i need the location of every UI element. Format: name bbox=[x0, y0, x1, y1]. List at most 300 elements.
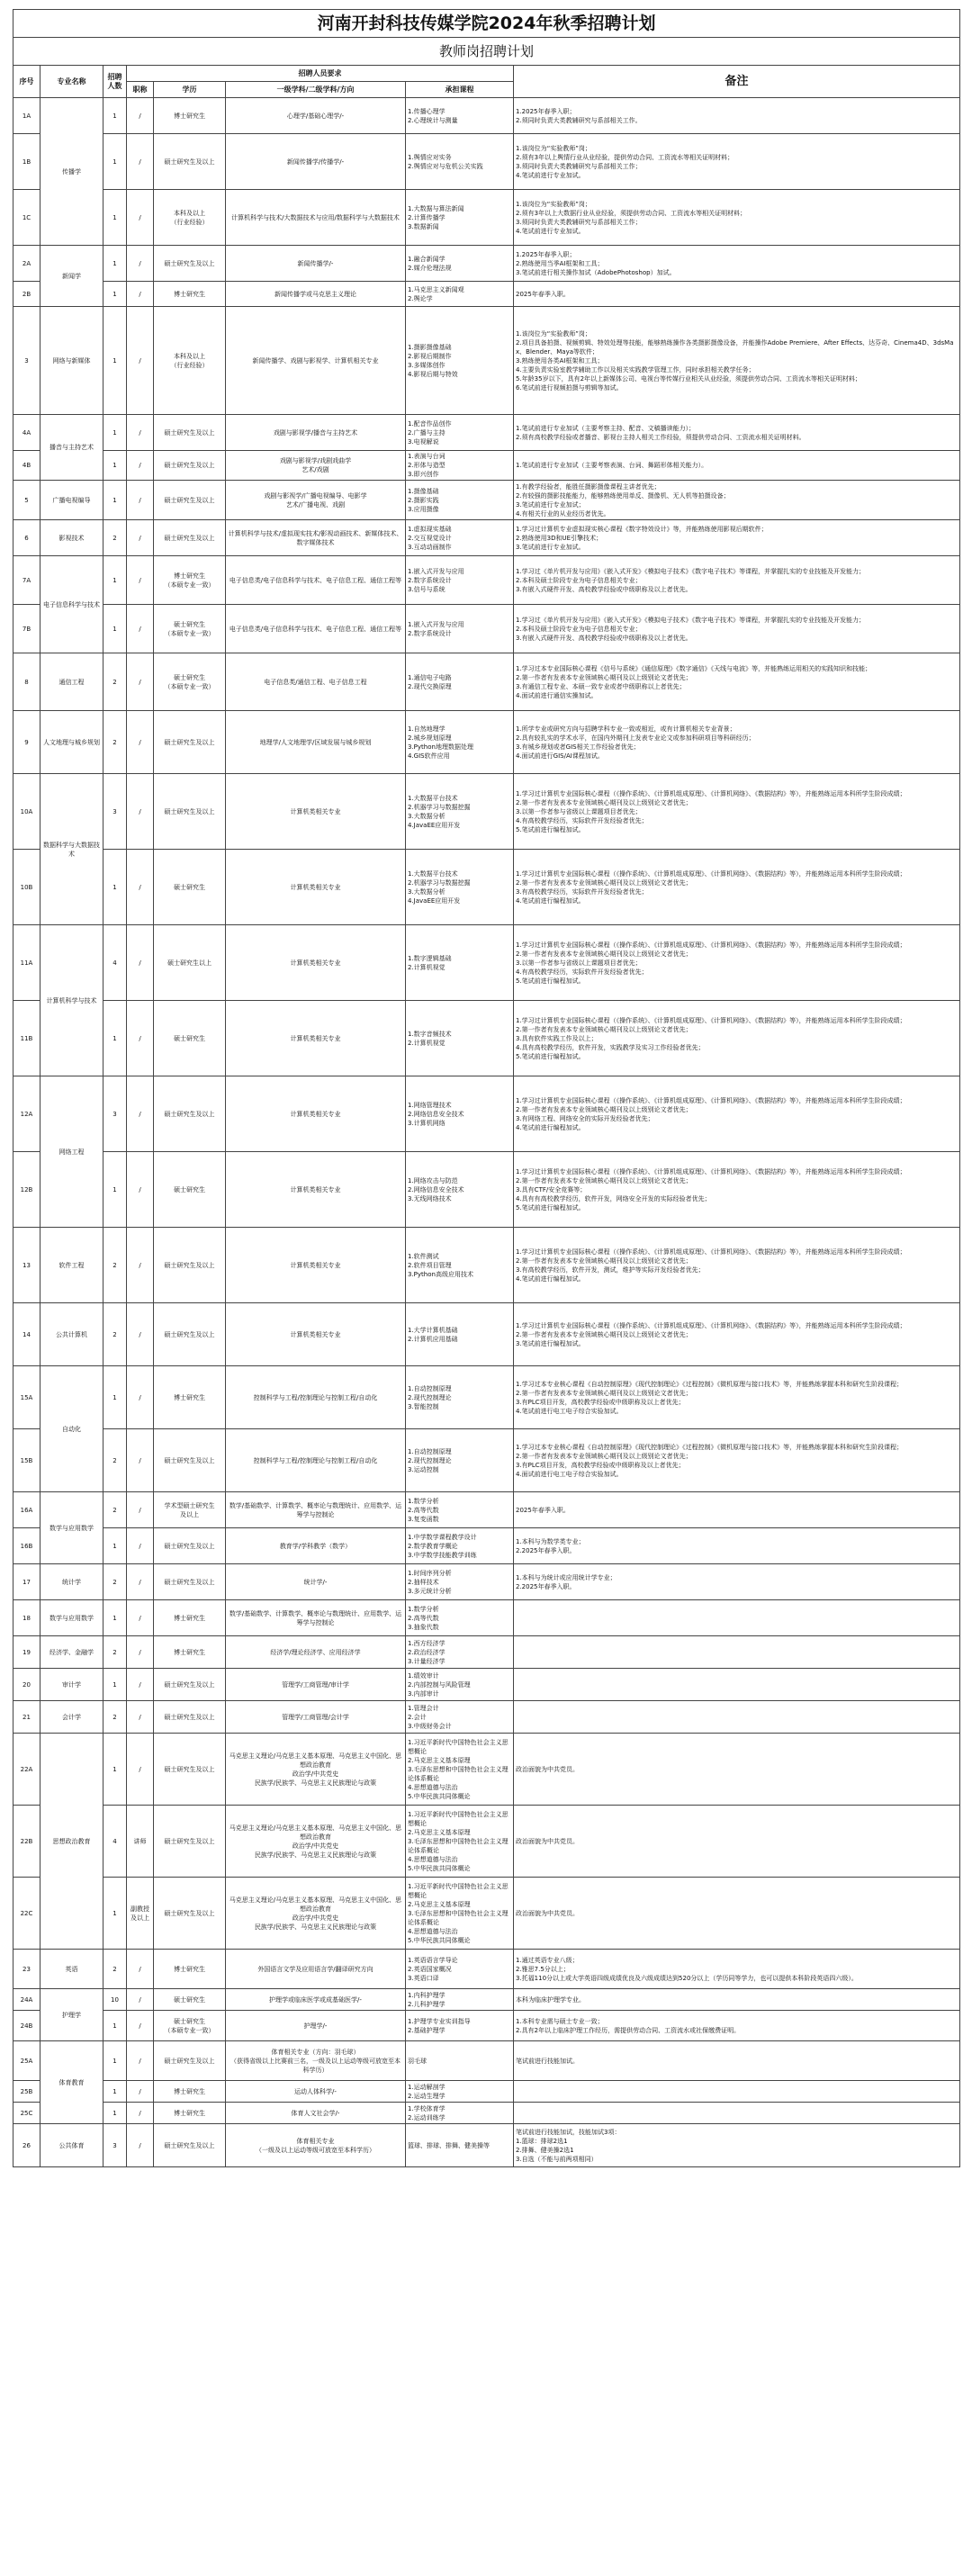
row-major: 公共计算机 bbox=[40, 1303, 104, 1366]
row-no: 4B bbox=[14, 451, 40, 481]
row-courses: 篮球、排球、排舞、健美操等 bbox=[406, 2124, 514, 2167]
row-title-rank: / bbox=[127, 481, 154, 520]
row-title-rank: / bbox=[127, 2081, 154, 2103]
row-courses: 1.马克思主义新闻观 2.舆论学 bbox=[406, 282, 514, 307]
row-education: 硕士研究生 bbox=[154, 850, 226, 925]
row-count: 1 bbox=[104, 282, 127, 307]
table-row bbox=[14, 134, 960, 190]
row-title-rank: / bbox=[127, 1303, 154, 1366]
row-remarks: 1.学习过计算机专业国际核心课程（《操作系统》、《计算机组成原理》、《计算机网络》、《数据结构》等），并能熟练运用本科所学生阶段成绩； 2.第一作者有发表本专业领域核心期刊及以上级别论文者优先； 3.笔试前进行编程加试。 bbox=[514, 1303, 960, 1366]
row-remarks: 政治面貌为中共党员。 bbox=[514, 1878, 960, 1950]
row-courses: 1.数学分析 2.高等代数 3.复变函数 bbox=[406, 1492, 514, 1528]
row-discipline: 地理学/人文地理学/区域发展与城乡规划 bbox=[226, 711, 406, 774]
row-remarks: 1.学习过本专业核心课程《自动控制原理》《现代控制理论》《过程控制》《微机原理与接口技术》等，并能熟练掌握本科和研究生阶段课程； 2.第一作者有发表本专业领域核心期刊及以上级别论文者优先； 3.有PLC项目开发，高校教学经验或中级职称及以上者优先； 4.面试前进行电工电子综合实验加试。 bbox=[514, 1429, 960, 1492]
row-remarks: 笔试前进行技能加试。 bbox=[514, 2041, 960, 2081]
row-no: 2B bbox=[14, 282, 40, 307]
row-courses: 1.护理学专业实训指导 2.基础护理学 bbox=[406, 2011, 514, 2041]
row-discipline: 体育人文社会学/- bbox=[226, 2103, 406, 2124]
row-remarks: 1.笔试前进行专业加试（主要考察主持、配音、文稿播读能力）； 2.须有高校教学经验或者播音、影视台主持人相关工作经验，须提供劳动合同、工资流水相关证明材料。 bbox=[514, 415, 960, 451]
row-title-rank: / bbox=[127, 1636, 154, 1669]
row-education: 硕士研究生及以上 bbox=[154, 134, 226, 190]
row-count: 3 bbox=[104, 2124, 127, 2167]
row-title-rank: / bbox=[127, 134, 154, 190]
row-remarks: 本科为临床护理学专业。 bbox=[514, 1989, 960, 2011]
row-courses: 1.数学分析 2.高等代数 3.抽象代数 bbox=[406, 1600, 514, 1636]
row-count: 1 bbox=[104, 451, 127, 481]
row-discipline: 体育相关专业 （一级及以上运动等级可放宽至本科学历） bbox=[226, 2124, 406, 2167]
table-row bbox=[14, 2041, 960, 2081]
row-discipline: 体育相关专业（方向：羽毛球） （获得省级以上比赛前三名，一级及以上运动等级可放宽至本科学历） bbox=[226, 2041, 406, 2081]
row-no: 12A bbox=[14, 1076, 40, 1152]
row-education: 博士研究生 bbox=[154, 282, 226, 307]
row-discipline: 戏剧与影视学/戏剧戏曲学 艺术/戏剧 bbox=[226, 451, 406, 481]
row-count: 10 bbox=[104, 1989, 127, 2011]
row-education: 学术型硕士研究生 及以上 bbox=[154, 1492, 226, 1528]
table-body bbox=[14, 98, 960, 2167]
row-no: 15B bbox=[14, 1429, 40, 1492]
row-no: 13 bbox=[14, 1228, 40, 1303]
table-row bbox=[14, 925, 960, 1001]
table-row bbox=[14, 850, 960, 925]
row-education: 本科及以上 （行业经验） bbox=[154, 307, 226, 415]
row-count: 1 bbox=[104, 134, 127, 190]
header-no: 序号 bbox=[14, 66, 40, 98]
table-row bbox=[14, 1878, 960, 1950]
row-major: 思想政治教育 bbox=[40, 1734, 104, 1950]
row-discipline: 教育学/学科教学（数学） bbox=[226, 1528, 406, 1564]
row-discipline: 外国语言文学及应用语言学/翻译研究方向 bbox=[226, 1950, 406, 1989]
row-title-rank: / bbox=[127, 307, 154, 415]
row-major: 统计学 bbox=[40, 1564, 104, 1600]
row-no: 14 bbox=[14, 1303, 40, 1366]
row-count: 2 bbox=[104, 1228, 127, 1303]
row-count: 1 bbox=[104, 850, 127, 925]
table-row bbox=[14, 2011, 960, 2041]
row-no: 1A bbox=[14, 98, 40, 134]
row-remarks: 1.本科与为统计或应用统计学专业； 2.2025年春季入职。 bbox=[514, 1564, 960, 1600]
table-row bbox=[14, 520, 960, 556]
row-title-rank: 副教授 及以上 bbox=[127, 1878, 154, 1950]
row-no: 16A bbox=[14, 1492, 40, 1528]
table-row bbox=[14, 556, 960, 605]
row-major: 传播学 bbox=[40, 98, 104, 246]
row-remarks: 1.学习过计算机专业虚拟现实核心课程《数字特效设计》等，并能熟练使用影视后期软件； 2.熟练使用3D和UE引擎技术； 3.笔试前进行专业加试。 bbox=[514, 520, 960, 556]
row-no: 18 bbox=[14, 1600, 40, 1636]
row-courses: 1.自动控制原理 2.现代控制理论 3.智能控制 bbox=[406, 1366, 514, 1429]
row-education: 硕士研究生及以上 bbox=[154, 1429, 226, 1492]
row-courses: 1.摄像基础 2.摄影实践 3.应用摄像 bbox=[406, 481, 514, 520]
row-discipline: 马克思主义理论/马克思主义基本原理、马克思主义中国化、思想政治教育 政治学/中共党史 民族学/民族学、马克思主义民族理论与政策 bbox=[226, 1734, 406, 1806]
row-title-rank: / bbox=[127, 1001, 154, 1076]
table-row bbox=[14, 1636, 960, 1669]
table-row bbox=[14, 2103, 960, 2124]
row-count: 1 bbox=[104, 1001, 127, 1076]
recruitment-table bbox=[13, 9, 960, 2167]
table-row bbox=[14, 1734, 960, 1806]
row-major: 自动化 bbox=[40, 1366, 104, 1492]
table-row bbox=[14, 2081, 960, 2103]
row-discipline: 控制科学与工程/控制理论与控制工程/自动化 bbox=[226, 1366, 406, 1429]
row-major: 英语 bbox=[40, 1950, 104, 1989]
table-row bbox=[14, 1366, 960, 1429]
row-count: 2 bbox=[104, 520, 127, 556]
table-row bbox=[14, 1228, 960, 1303]
row-no: 15A bbox=[14, 1366, 40, 1429]
row-courses: 1.大数据与算法新闻 2.计算传播学 3.数据新闻 bbox=[406, 190, 514, 246]
row-discipline: 计算机类相关专业 bbox=[226, 850, 406, 925]
table-row bbox=[14, 190, 960, 246]
row-education: 硕士研究生及以上 bbox=[154, 1669, 226, 1701]
row-discipline: 电子信息类/电子信息科学与技术、电子信息工程、通信工程等 bbox=[226, 556, 406, 605]
row-count: 1 bbox=[104, 98, 127, 134]
row-no: 24B bbox=[14, 2011, 40, 2041]
row-courses: 1.管理会计 2.会计 3.中级财务会计 bbox=[406, 1701, 514, 1734]
row-title-rank: / bbox=[127, 850, 154, 925]
table-row bbox=[14, 1076, 960, 1152]
row-count: 1 bbox=[104, 307, 127, 415]
row-no: 9 bbox=[14, 711, 40, 774]
row-discipline: 新闻传播学/传播学/- bbox=[226, 134, 406, 190]
row-discipline: 护理学/- bbox=[226, 2011, 406, 2041]
row-education: 硕士研究生及以上 bbox=[154, 774, 226, 850]
row-remarks bbox=[514, 1669, 960, 1701]
table-row bbox=[14, 98, 960, 134]
row-title-rank: / bbox=[127, 925, 154, 1001]
row-remarks: 1.2025年春季入职； 2.须同时负责大类教辅研究与系部相关工作。 bbox=[514, 98, 960, 134]
row-discipline: 计算机科学与技术/虚拟现实技术/影视动画技术、新媒体技术、数字媒体技术 bbox=[226, 520, 406, 556]
row-title-rank: / bbox=[127, 1366, 154, 1429]
row-courses: 1.网络攻击与防范 2.网络信息安全技术 3.无线网络技术 bbox=[406, 1152, 514, 1228]
row-courses: 1.绩效审计 2.内部控制与风险管理 3.内部审计 bbox=[406, 1669, 514, 1701]
row-major: 数据科学与大数据技术 bbox=[40, 774, 104, 925]
row-major: 计算机科学与技术 bbox=[40, 925, 104, 1076]
row-courses: 1.嵌入式开发与应用 2.数字系统设计 3.信号与系统 bbox=[406, 556, 514, 605]
row-remarks: 1.有教学经验者，能胜任摄影摄像课程主讲者优先； 2.有较强的摄影技能能力，能够熟练使用单反、摄像机、无人机等拍摄设备； 3.笔试前进行专业加试； 4.有相关行业的从业经历者优先。 bbox=[514, 481, 960, 520]
row-title-rank: / bbox=[127, 520, 154, 556]
row-title-rank: / bbox=[127, 1600, 154, 1636]
row-education: 硕士研究生及以上 bbox=[154, 1564, 226, 1600]
row-count: 1 bbox=[104, 1366, 127, 1429]
table-row bbox=[14, 1600, 960, 1636]
row-title-rank: / bbox=[127, 1701, 154, 1734]
row-remarks bbox=[514, 2103, 960, 2124]
header-education: 学历 bbox=[154, 82, 226, 98]
row-no: 3 bbox=[14, 307, 40, 415]
table-row bbox=[14, 451, 960, 481]
row-major: 广播电视编导 bbox=[40, 481, 104, 520]
table-row bbox=[14, 2124, 960, 2167]
row-remarks: 1.学习过计算机专业国际核心课程（《操作系统》、《计算机组成原理》、《计算机网络》、《数据结构》等），并能熟练运用本科所学生阶段成绩； 2.第一作者有发表本专业领域核心期刊及以上级别论文者优先； 3.有网络工程、网络安全的实际开发经验者优先； 4.笔试前进行编程加试。 bbox=[514, 1076, 960, 1152]
row-courses: 羽毛球 bbox=[406, 2041, 514, 2081]
row-count: 1 bbox=[104, 556, 127, 605]
row-count: 3 bbox=[104, 1076, 127, 1152]
row-education: 硕士研究生 bbox=[154, 1152, 226, 1228]
header-title-rank: 职称 bbox=[127, 82, 154, 98]
row-no: 16B bbox=[14, 1528, 40, 1564]
row-education: 硕士研究生及以上 bbox=[154, 415, 226, 451]
table-row bbox=[14, 605, 960, 653]
row-major: 护理学 bbox=[40, 1989, 104, 2041]
row-remarks: 政治面貌为中共党员。 bbox=[514, 1806, 960, 1878]
row-no: 22B bbox=[14, 1806, 40, 1878]
row-courses: 1.运动解剖学 2.运动生理学 bbox=[406, 2081, 514, 2103]
row-title-rank: / bbox=[127, 774, 154, 850]
row-remarks: 1.通过英语专业八级； 2.雅思7.5分以上； 3.托福110分以上或大学英语四级成绩优良及六级成绩达到520分以上（学历同等学力，也可以提供本科阶段英语四六级）。 bbox=[514, 1950, 960, 1989]
row-courses: 1.舆情应对实务 2.舆情应对与危机公关实践 bbox=[406, 134, 514, 190]
row-courses: 1.摄影摄像基础 2.影视后期制作 3.多媒体创作 4.影视后期与特效 bbox=[406, 307, 514, 415]
row-education: 博士研究生 bbox=[154, 1636, 226, 1669]
row-title-rank: / bbox=[127, 415, 154, 451]
table-row bbox=[14, 282, 960, 307]
row-courses: 1.学校体育学 2.运动训练学 bbox=[406, 2103, 514, 2124]
table-row bbox=[14, 774, 960, 850]
row-no: 10A bbox=[14, 774, 40, 850]
row-education: 硕士研究生及以上 bbox=[154, 1076, 226, 1152]
row-courses: 1.自然地理学 2.城乡规划原理 3.Python地理数据处理 4.GIS软件应用 bbox=[406, 711, 514, 774]
row-education: 硕士研究生及以上 bbox=[154, 2124, 226, 2167]
row-no: 4A bbox=[14, 415, 40, 451]
row-no: 24A bbox=[14, 1989, 40, 2011]
row-major: 电子信息科学与技术 bbox=[40, 556, 104, 653]
row-no: 19 bbox=[14, 1636, 40, 1669]
row-education: 硕士研究生及以上 bbox=[154, 711, 226, 774]
row-discipline: 马克思主义理论/马克思主义基本原理、马克思主义中国化、思想政治教育 政治学/中共党史 民族学/民族学、马克思主义民族理论与政策 bbox=[226, 1878, 406, 1950]
table-row bbox=[14, 1152, 960, 1228]
row-education: 博士研究生 bbox=[154, 1366, 226, 1429]
row-no: 22A bbox=[14, 1734, 40, 1806]
row-count: 1 bbox=[104, 2011, 127, 2041]
row-discipline: 马克思主义理论/马克思主义基本原理、马克思主义中国化、思想政治教育 政治学/中共党史 民族学/民族学、马克思主义民族理论与政策 bbox=[226, 1806, 406, 1878]
row-remarks: 1.学习过计算机专业国际核心课程（《操作系统》、《计算机组成原理》、《计算机网络》、《数据结构》等），并能熟练运用本科所学生阶段成绩； 2.第一作者有发表本专业领域核心期刊及以上级别论文者优先； 3.有高校教学经历，实际软件开发经验者优先； 4.笔试前进行编程加试。 bbox=[514, 850, 960, 925]
row-discipline: 计算机类相关专业 bbox=[226, 1001, 406, 1076]
row-courses: 1.西方经济学 2.政治经济学 3.计量经济学 bbox=[406, 1636, 514, 1669]
row-count: 3 bbox=[104, 774, 127, 850]
row-no: 23 bbox=[14, 1950, 40, 1989]
row-remarks: 1.学习过《单片机开发与应用》《嵌入式开发》《模拟电子技术》《数字电子技术》等课程，并掌握扎实的专业技能及开发能力； 2.本科及硕士阶段专业为电子信息相关专业； 3.有嵌入式硬件开发、高校教学经验或中级职称及以上者优先。 bbox=[514, 605, 960, 653]
table-row bbox=[14, 1669, 960, 1701]
row-education: 硕士研究生 bbox=[154, 1001, 226, 1076]
row-education: 硕士研究生及以上 bbox=[154, 1701, 226, 1734]
row-courses: 1.软件测试 2.软件项目管理 3.Python高级应用技术 bbox=[406, 1228, 514, 1303]
row-count: 4 bbox=[104, 1806, 127, 1878]
table-row bbox=[14, 481, 960, 520]
row-major: 体育教育 bbox=[40, 2041, 104, 2124]
row-discipline: 新闻传播学/- bbox=[226, 246, 406, 282]
row-no: 6 bbox=[14, 520, 40, 556]
header-remarks: 备注 bbox=[514, 66, 960, 98]
header-count: 招聘人数 bbox=[104, 66, 127, 98]
table-row bbox=[14, 1989, 960, 2011]
row-discipline: 新闻传播学、戏剧与影视学、计算机相关专业 bbox=[226, 307, 406, 415]
row-discipline: 护理学或临床医学或成基础医学/- bbox=[226, 1989, 406, 2011]
row-courses: 1.时间序列分析 2.抽样技术 3.多元统计分析 bbox=[406, 1564, 514, 1600]
row-major: 软件工程 bbox=[40, 1228, 104, 1303]
row-title-rank: / bbox=[127, 1228, 154, 1303]
row-discipline: 控制科学与工程/控制理论与控制工程/自动化 bbox=[226, 1429, 406, 1492]
row-title-rank: / bbox=[127, 1669, 154, 1701]
row-education: 硕士研究生及以上 bbox=[154, 451, 226, 481]
row-count: 4 bbox=[104, 925, 127, 1001]
row-discipline: 数学/基础数学、计算数学、概率论与数理统计、应用数学、运筹学与控制论 bbox=[226, 1600, 406, 1636]
row-courses: 1.大数据平台技术 2.机器学习与数据挖掘 3.大数据分析 4.JavaEE应用开发 bbox=[406, 774, 514, 850]
row-no: 17 bbox=[14, 1564, 40, 1600]
row-no: 1C bbox=[14, 190, 40, 246]
row-remarks bbox=[514, 1701, 960, 1734]
row-count: 1 bbox=[104, 1669, 127, 1701]
row-title-rank: / bbox=[127, 1492, 154, 1528]
row-major: 网络工程 bbox=[40, 1076, 104, 1228]
row-discipline: 运动人体科学/- bbox=[226, 2081, 406, 2103]
row-title-rank: / bbox=[127, 1429, 154, 1492]
row-count: 1 bbox=[104, 1878, 127, 1950]
table-row bbox=[14, 415, 960, 451]
row-discipline: 戏剧与影视学/广播电视编导、电影学 艺术/广播电视、戏剧 bbox=[226, 481, 406, 520]
row-major: 通信工程 bbox=[40, 653, 104, 711]
row-education: 硕士研究生及以上 bbox=[154, 2041, 226, 2081]
row-no: 25B bbox=[14, 2081, 40, 2103]
row-major: 人文地理与城乡规划 bbox=[40, 711, 104, 774]
row-major: 公共体育 bbox=[40, 2124, 104, 2167]
row-remarks: 政治面貌为中共党员。 bbox=[514, 1734, 960, 1806]
row-remarks: 1.学习过计算机专业国际核心课程（《操作系统》、《计算机组成原理》、《计算机网络》、《数据结构》等），并能熟练运用本科所学生阶段成绩； 2.第一作者有发表本专业领域核心期刊及以上级别论文者优先； 3.以第一作者参与省级以上课题项目者优先； 4.有高校教学经历，实际软件开发经验者优先； 5.笔试前进行编程加试。 bbox=[514, 774, 960, 850]
row-remarks: 1.本科专业需与硕士专业一致； 2.具有2年以上临床护理工作经历，需提供劳动合同、工资流水或社保缴费证明。 bbox=[514, 2011, 960, 2041]
row-count: 2 bbox=[104, 1303, 127, 1366]
row-major: 网络与新媒体 bbox=[40, 307, 104, 415]
row-education: 本科及以上 （行业经验） bbox=[154, 190, 226, 246]
row-remarks: 1.该岗位为“实验教师”岗； 2.项目具备拍摄、视频剪辑、特效处理等技能，能够熟练操作各类摄影摄像设备，并能操作Adobe Premiere、After Effects、达芬奇、Cinema4D、3dsMax、Blender、Maya等软件； 3.熟练使用各类AI框架和工具； 4.主要负责实验室教学辅助工作以及相关实践教学管理工作，同时承担相关教学任务； 5.年龄35岁以下，具有2年以上新媒体公司、电视台等传媒行业相关从业经验，须提供劳动合同、工资流水等相关证明材料； 6.笔试前进行视频拍摄与剪辑等加试。 bbox=[514, 307, 960, 415]
row-title-rank: / bbox=[127, 2041, 154, 2081]
row-education: 硕士研究生及以上 bbox=[154, 1528, 226, 1564]
table-row bbox=[14, 1701, 960, 1734]
row-education: 博士研究生 bbox=[154, 98, 226, 134]
row-title-rank: / bbox=[127, 2011, 154, 2041]
row-discipline: 电子信息类/电子信息科学与技术、电子信息工程、通信工程等 bbox=[226, 605, 406, 653]
row-title-rank: / bbox=[127, 451, 154, 481]
row-count: 1 bbox=[104, 605, 127, 653]
row-courses: 1.自动控制原理 2.现代控制理论 3.运动控制 bbox=[406, 1429, 514, 1492]
row-remarks: 2025年春季入职。 bbox=[514, 282, 960, 307]
row-count: 2 bbox=[104, 1564, 127, 1600]
row-education: 硕士研究生及以上 bbox=[154, 481, 226, 520]
row-courses: 1.大数据平台技术 2.机器学习与数据挖掘 3.大数据分析 4.JavaEE应用开发 bbox=[406, 850, 514, 925]
row-remarks bbox=[514, 1600, 960, 1636]
row-education: 硕士研究生及以上 bbox=[154, 1734, 226, 1806]
table-row bbox=[14, 1001, 960, 1076]
row-count: 2 bbox=[104, 1701, 127, 1734]
row-courses: 1.嵌入式开发与应用 2.数字系统设计 bbox=[406, 605, 514, 653]
row-education: 硕士研究生及以上 bbox=[154, 246, 226, 282]
row-discipline: 计算机类相关专业 bbox=[226, 774, 406, 850]
row-title-rank: / bbox=[127, 1076, 154, 1152]
row-education: 硕士研究生及以上 bbox=[154, 1228, 226, 1303]
row-no: 1B bbox=[14, 134, 40, 190]
row-count: 2 bbox=[104, 653, 127, 711]
row-remarks: 1.学习过计算机专业国际核心课程（《操作系统》、《计算机组成原理》、《计算机网络》、《数据结构》等），并能熟练运用本科所学生阶段成绩； 2.第一作者有发表本专业领域核心期刊及以上级别论文者优先； 3.有高校教学经历，软件开发，测试，维护等实际开发经验者优先； 4.笔试前进行编程加试。 bbox=[514, 1228, 960, 1303]
row-education: 博士研究生 bbox=[154, 2103, 226, 2124]
row-remarks: 1.学习过计算机专业国际核心课程（《操作系统》、《计算机组成原理》、《计算机网络》、《数据结构》等），并能熟练运用本科所学生阶段成绩； 2.第一作者有发表本专业领域核心期刊及以上级别论文者优先； 3.以第一作者参与省级以上课题项目者优先； 4.有高校教学经历，实际软件开发经验者优先； 5.笔试前进行编程加试。 bbox=[514, 925, 960, 1001]
row-count: 1 bbox=[104, 1600, 127, 1636]
row-count: 1 bbox=[104, 246, 127, 282]
table-row bbox=[14, 1528, 960, 1564]
row-count: 2 bbox=[104, 1429, 127, 1492]
row-education: 硕士研究生 （本硕专业一致） bbox=[154, 653, 226, 711]
row-title-rank: / bbox=[127, 605, 154, 653]
row-remarks: 1.学习过本专业核心课程《自动控制原理》《现代控制理论》《过程控制》《微机原理与接口技术》等，并能熟练掌握本科和研究生阶段课程； 2.第一作者有发表本专业领域核心期刊及以上级别论文者优先； 3.有PLC项目开发，高校教学经验或中级职称及以上者优先； 4.笔试前进行电工电子综合实验加试。 bbox=[514, 1366, 960, 1429]
row-no: 22C bbox=[14, 1878, 40, 1950]
row-discipline: 计算机类相关专业 bbox=[226, 1076, 406, 1152]
row-remarks: 笔试前进行技能加试，技能加试3项： 1.篮球：排球2选1 2.排舞、健美操2选1 3.自选（不能与前两项相同） bbox=[514, 2124, 960, 2167]
table-row bbox=[14, 246, 960, 282]
row-education: 博士研究生 bbox=[154, 1600, 226, 1636]
row-title-rank: / bbox=[127, 246, 154, 282]
row-courses: 1.数字音频技术 2.计算机视觉 bbox=[406, 1001, 514, 1076]
row-title-rank: / bbox=[127, 711, 154, 774]
row-discipline: 计算机科学与技术/大数据技术与应用/数据科学与大数据技术 bbox=[226, 190, 406, 246]
row-count: 1 bbox=[104, 481, 127, 520]
row-discipline: 电子信息类/通信工程、电子信息工程 bbox=[226, 653, 406, 711]
row-major: 播音与主持艺术 bbox=[40, 415, 104, 481]
row-title-rank: / bbox=[127, 190, 154, 246]
page-title: 河南开封科技传媒学院2024年秋季招聘计划 bbox=[14, 10, 960, 38]
row-courses: 1.习近平新时代中国特色社会主义思想概论 2.马克思主义基本原理 3.毛泽东思想和中国特色社会主义理论体系概论 4.思想道德与法治 5.中华民族共同体概论 bbox=[406, 1878, 514, 1950]
row-no: 5 bbox=[14, 481, 40, 520]
row-discipline: 计算机类相关专业 bbox=[226, 1303, 406, 1366]
row-no: 7B bbox=[14, 605, 40, 653]
row-count: 2 bbox=[104, 1636, 127, 1669]
row-education: 硕士研究生 bbox=[154, 1989, 226, 2011]
row-count: 1 bbox=[104, 1152, 127, 1228]
table-row bbox=[14, 1564, 960, 1600]
row-title-rank: / bbox=[127, 2124, 154, 2167]
row-major: 影视技术 bbox=[40, 520, 104, 556]
row-courses: 1.中学数学课程教学设计 2.数学教育学概论 3.中学数学技能教学训练 bbox=[406, 1528, 514, 1564]
row-count: 2 bbox=[104, 711, 127, 774]
row-title-rank: / bbox=[127, 1989, 154, 2011]
row-courses: 1.大学计算机基础 2.计算机应用基础 bbox=[406, 1303, 514, 1366]
row-major: 新闻学 bbox=[40, 246, 104, 307]
row-courses: 1.内科护理学 2.儿科护理学 bbox=[406, 1989, 514, 2011]
row-no: 2A bbox=[14, 246, 40, 282]
row-courses: 1.习近平新时代中国特色社会主义思想概论 2.马克思主义基本原理 3.毛泽东思想和中国特色社会主义理论体系概论 4.思想道德与法治 5.中华民族共同体概论 bbox=[406, 1734, 514, 1806]
table-row bbox=[14, 307, 960, 415]
row-courses: 1.网络管理技术 2.网络信息安全技术 3.计算机网络 bbox=[406, 1076, 514, 1152]
row-major: 数学与应用数学 bbox=[40, 1600, 104, 1636]
row-remarks: 1.学习过计算机专业国际核心课程（《操作系统》、《计算机组成原理》、《计算机网络》、《数据结构》等），并能熟练运用本科所学生阶段成绩； 2.第一作者有发表本专业领域核心期刊及以上级别论文者优先； 3.具有CTF/安全竞赛等； 4.具有有高校教学经历，软件开发，网络安全开发的实际经验者优先； 5.笔试前进行编程加试。 bbox=[514, 1152, 960, 1228]
row-education: 硕士研究生 （本硕专业一致） bbox=[154, 2011, 226, 2041]
row-education: 硕士研究生及以上 bbox=[154, 1806, 226, 1878]
row-courses: 1.传播心理学 2.心理统计与测量 bbox=[406, 98, 514, 134]
row-remarks: 1.笔试前进行专业加试（主要考察表演、台词、舞蹈形体相关能力）。 bbox=[514, 451, 960, 481]
row-education: 硕士研究生 （本硕专业一致） bbox=[154, 605, 226, 653]
row-education: 硕士研究生及以上 bbox=[154, 1878, 226, 1950]
row-major: 数学与应用数学 bbox=[40, 1492, 104, 1564]
row-remarks: 1.该岗位为“实验教师”岗； 2.须有3年以上舆情行业从业经验，提供劳动合同、工资流水等相关证明材料； 3.须同时负责大类教辅研究与系部相关工作； 4.笔试前进行专业加试。 bbox=[514, 134, 960, 190]
row-no: 11B bbox=[14, 1001, 40, 1076]
row-discipline: 数学/基础数学、计算数学、概率论与数理统计、应用数学、运筹学与控制论 bbox=[226, 1492, 406, 1528]
row-courses: 1.虚拟现实基础 2.交互视觉设计 3.互动动画制作 bbox=[406, 520, 514, 556]
row-courses: 1.习近平新时代中国特色社会主义思想概论 2.马克思主义基本原理 3.毛泽东思想和中国特色社会主义理论体系概论 4.思想道德与法治 5.中华民族共同体概论 bbox=[406, 1806, 514, 1878]
table-row bbox=[14, 1303, 960, 1366]
table-row bbox=[14, 1806, 960, 1878]
row-no: 26 bbox=[14, 2124, 40, 2167]
row-title-rank: / bbox=[127, 282, 154, 307]
table-row bbox=[14, 1950, 960, 1989]
row-discipline: 经济学/理论经济学、应用经济学 bbox=[226, 1636, 406, 1669]
row-education: 硕士研究生及以上 bbox=[154, 520, 226, 556]
row-title-rank: / bbox=[127, 556, 154, 605]
row-title-rank: 讲师 bbox=[127, 1806, 154, 1878]
row-major: 经济学、金融学 bbox=[40, 1636, 104, 1669]
